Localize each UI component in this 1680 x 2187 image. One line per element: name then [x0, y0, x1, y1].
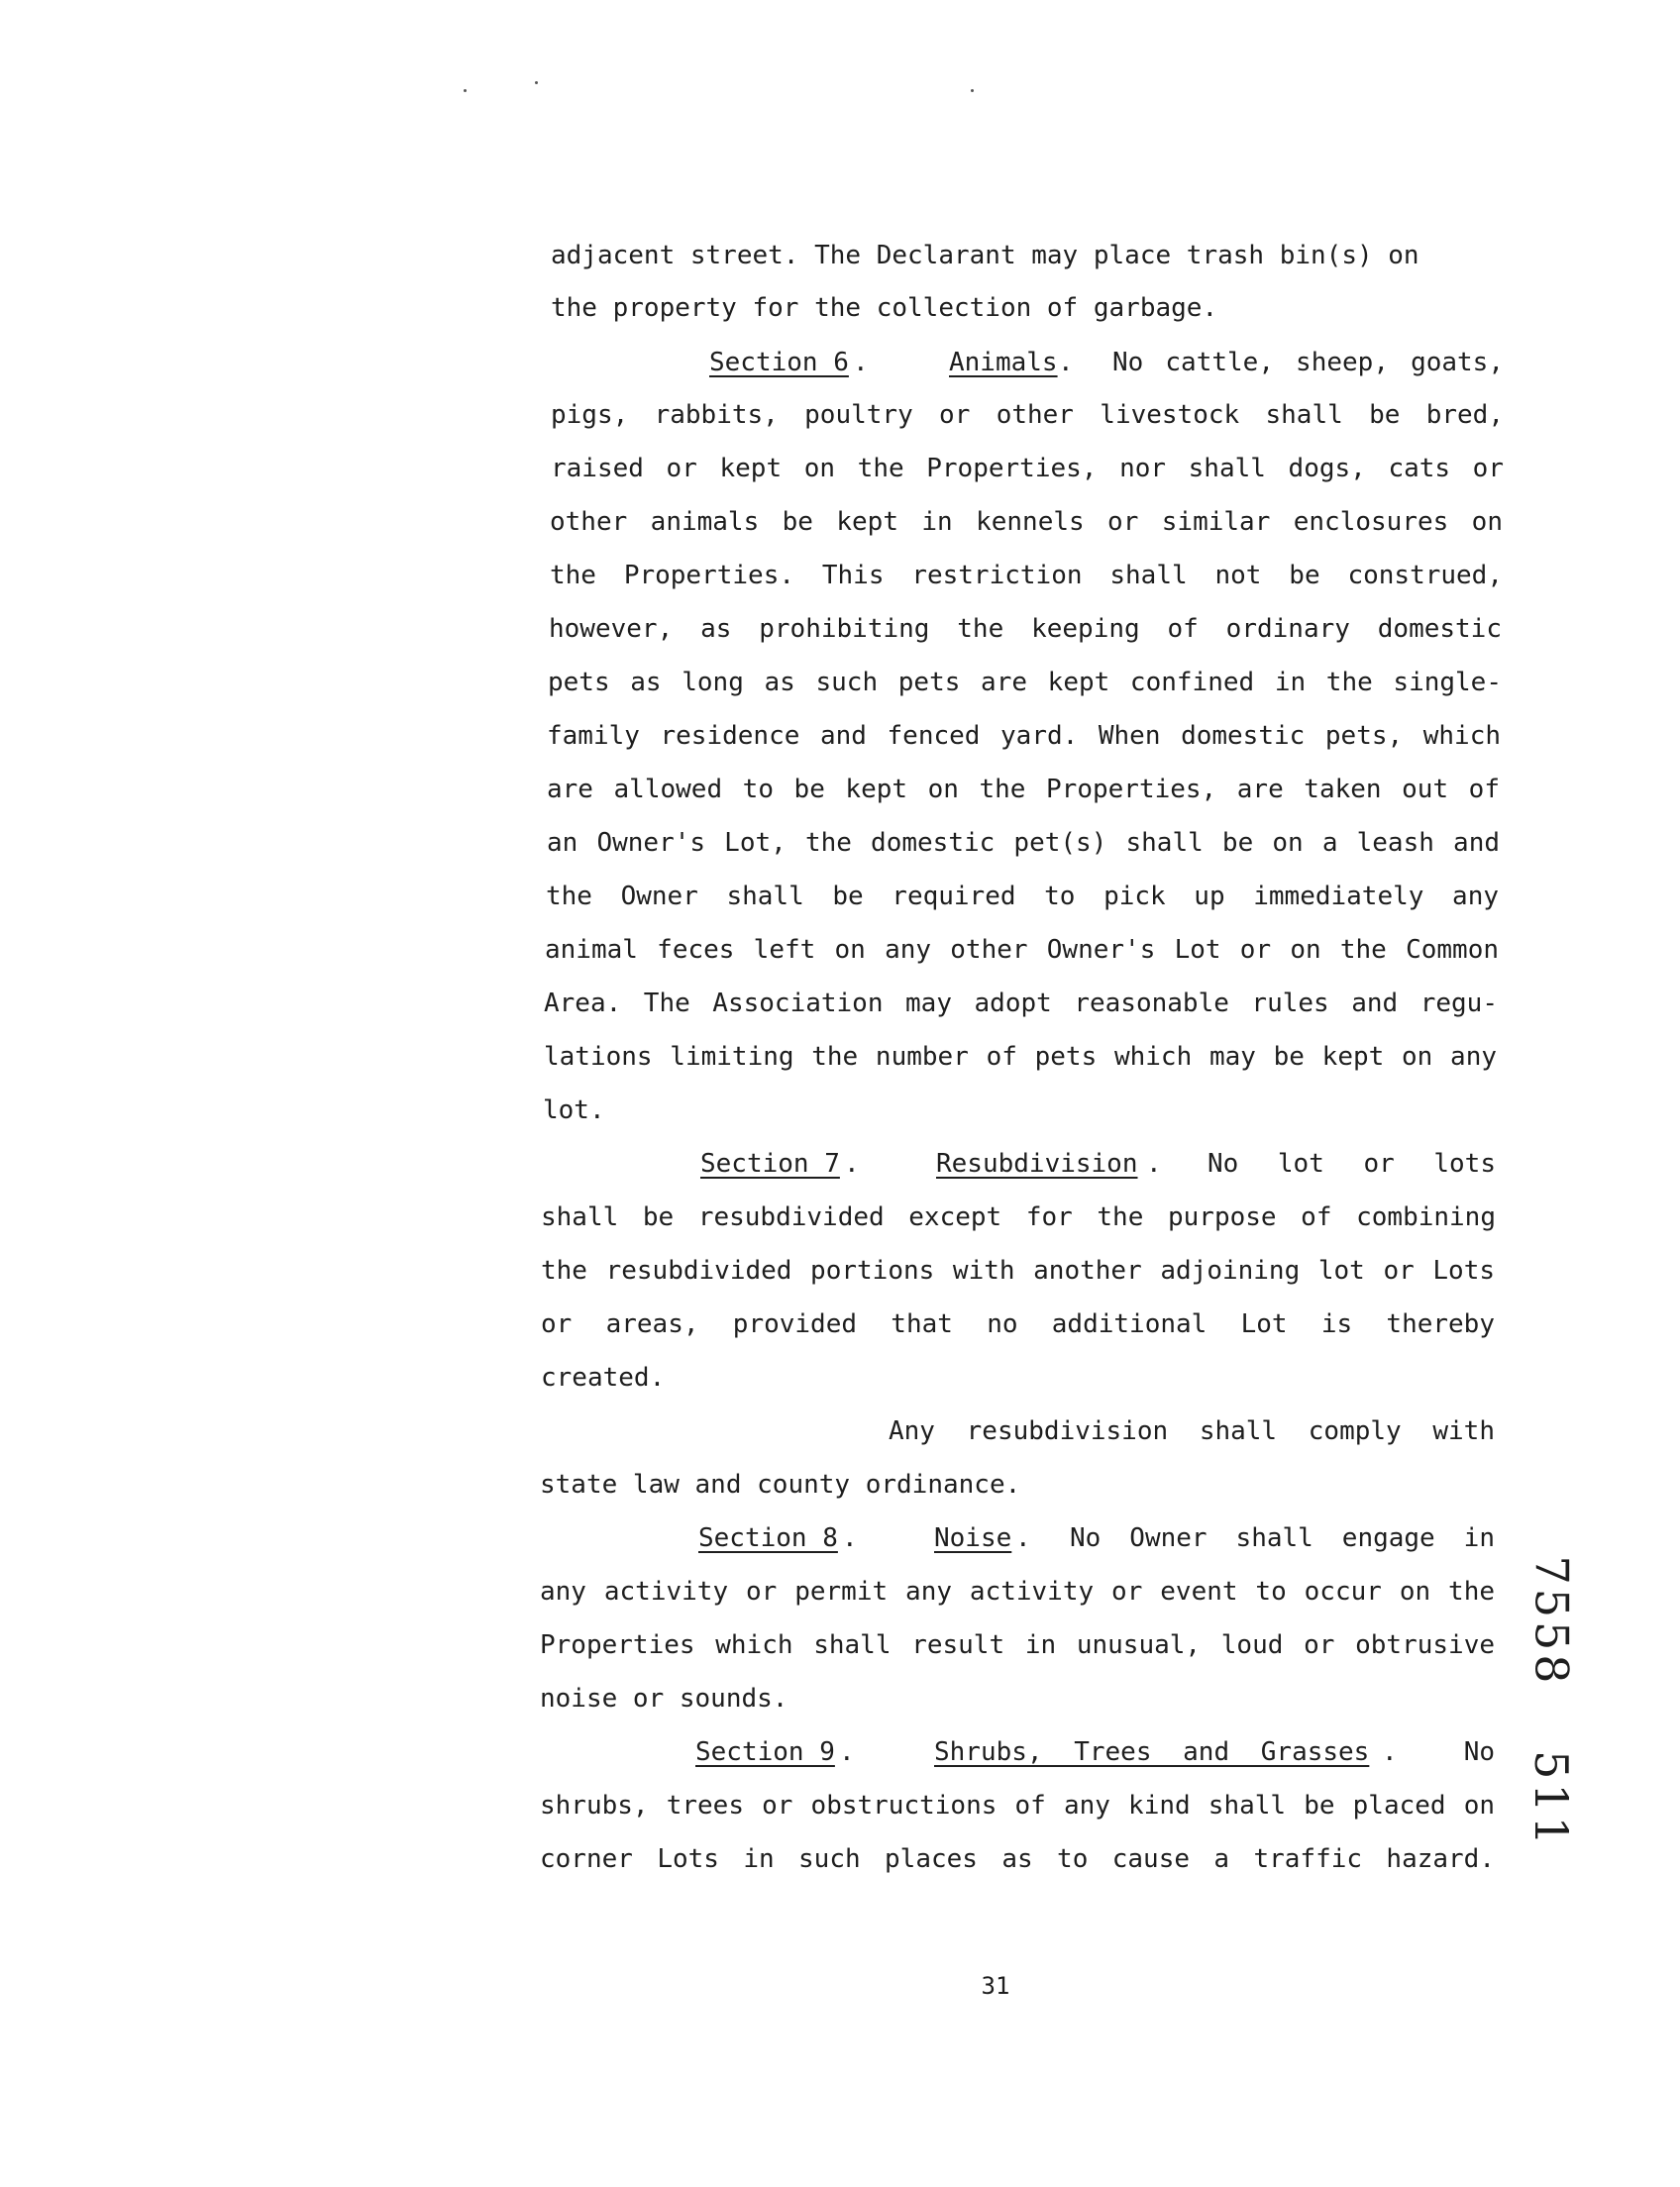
text-line: Any resubdivision shall comply with [889, 1416, 1495, 1446]
recording-stamp-page: 511 [1523, 1750, 1578, 1849]
scan-speck [535, 81, 538, 84]
section-heading-line: Section 7 . Resubdivision . No lot or lots [542, 1144, 1496, 1184]
text-line: shall be resubdivided except for the purpose of combining [541, 1202, 1496, 1232]
section-title: Shrubs, Trees and Grasses [934, 1737, 1370, 1767]
section-title: Resubdivision [936, 1149, 1138, 1179]
section-label: Section 6 [709, 348, 849, 377]
section-heading-line: Section 6 . Animals . No cattle, sheep, goats, [551, 343, 1504, 382]
text-line: the resubdivided portions with another adjoining lot or Lots [541, 1256, 1495, 1286]
text-line: Area. The Association may adopt reasonable rules and regu- [544, 989, 1498, 1018]
text-line: state law and county ordinance. [540, 1470, 1021, 1500]
text-line: animal feces left on any other Owner's Lot or on the Common [545, 935, 1499, 965]
section-heading-line: Section 9 . Shrubs, Trees and Grasses . No [540, 1732, 1495, 1772]
text-line: pigs, rabbits, poultry or other livestock shall be bred, [551, 400, 1504, 430]
text-line: Properties which shall result in unusual, loud or obtrusive [540, 1630, 1495, 1660]
scan-speck [464, 89, 467, 92]
text-line: created. [541, 1363, 666, 1393]
section-text: No lot or lots [1208, 1149, 1496, 1179]
text-line: lot. [543, 1095, 605, 1125]
text-line: noise or sounds. [540, 1684, 788, 1714]
text-line: however, as prohibiting the keeping of ordinary domestic [549, 614, 1502, 644]
text-line: any activity or permit any activity or event to occur on the [540, 1577, 1495, 1607]
text-line: other animals be kept in kennels or similar enclosures on [550, 507, 1503, 537]
section-label: Section 8 [698, 1523, 838, 1553]
section-heading-line: Section 8 . Noise . No Owner shall engage in [540, 1518, 1495, 1558]
text-line: family residence and fenced yard. When domestic pets, which [547, 721, 1501, 751]
text-line: pets as long as such pets are kept confined in the single- [548, 668, 1502, 697]
page-number: 31 [981, 1972, 1010, 2000]
section-title: Noise [934, 1523, 1012, 1553]
text-line: adjacent street. The Declarant may place trash bin(s) on [551, 241, 1419, 270]
scan-speck [971, 89, 974, 92]
section-label: Section 9 [695, 1737, 835, 1767]
text-line: raised or kept on the Properties, nor shall dogs, cats or [551, 454, 1504, 483]
text-line: the Properties. This restriction shall not be construed, [550, 561, 1503, 590]
text-line: an Owner's Lot, the domestic pet(s) shall be on a leash and [547, 828, 1500, 858]
text-line: or areas, provided that no additional Lot is thereby [541, 1309, 1495, 1339]
text-line: lations limiting the number of pets which may be kept on any [544, 1042, 1497, 1072]
section-text: No Owner shall engage in [1070, 1523, 1495, 1553]
section-title: Animals [949, 348, 1058, 377]
text-line: the property for the collection of garbage. [551, 293, 1218, 323]
text-line: the Owner shall be required to pick up immediately any [546, 882, 1499, 911]
text-line: shrubs, trees or obstructions of any kind shall be placed on [540, 1791, 1495, 1821]
recording-stamp-book: 7558 [1524, 1555, 1579, 1688]
section-label: Section 7 [700, 1149, 840, 1179]
section-text: No [1463, 1737, 1495, 1767]
section-text: No cattle, sheep, goats, [1112, 348, 1504, 377]
text-line: corner Lots in such places as to cause a traffic hazard. [540, 1844, 1495, 1874]
text-line: are allowed to be kept on the Properties, are taken out of [547, 775, 1500, 804]
